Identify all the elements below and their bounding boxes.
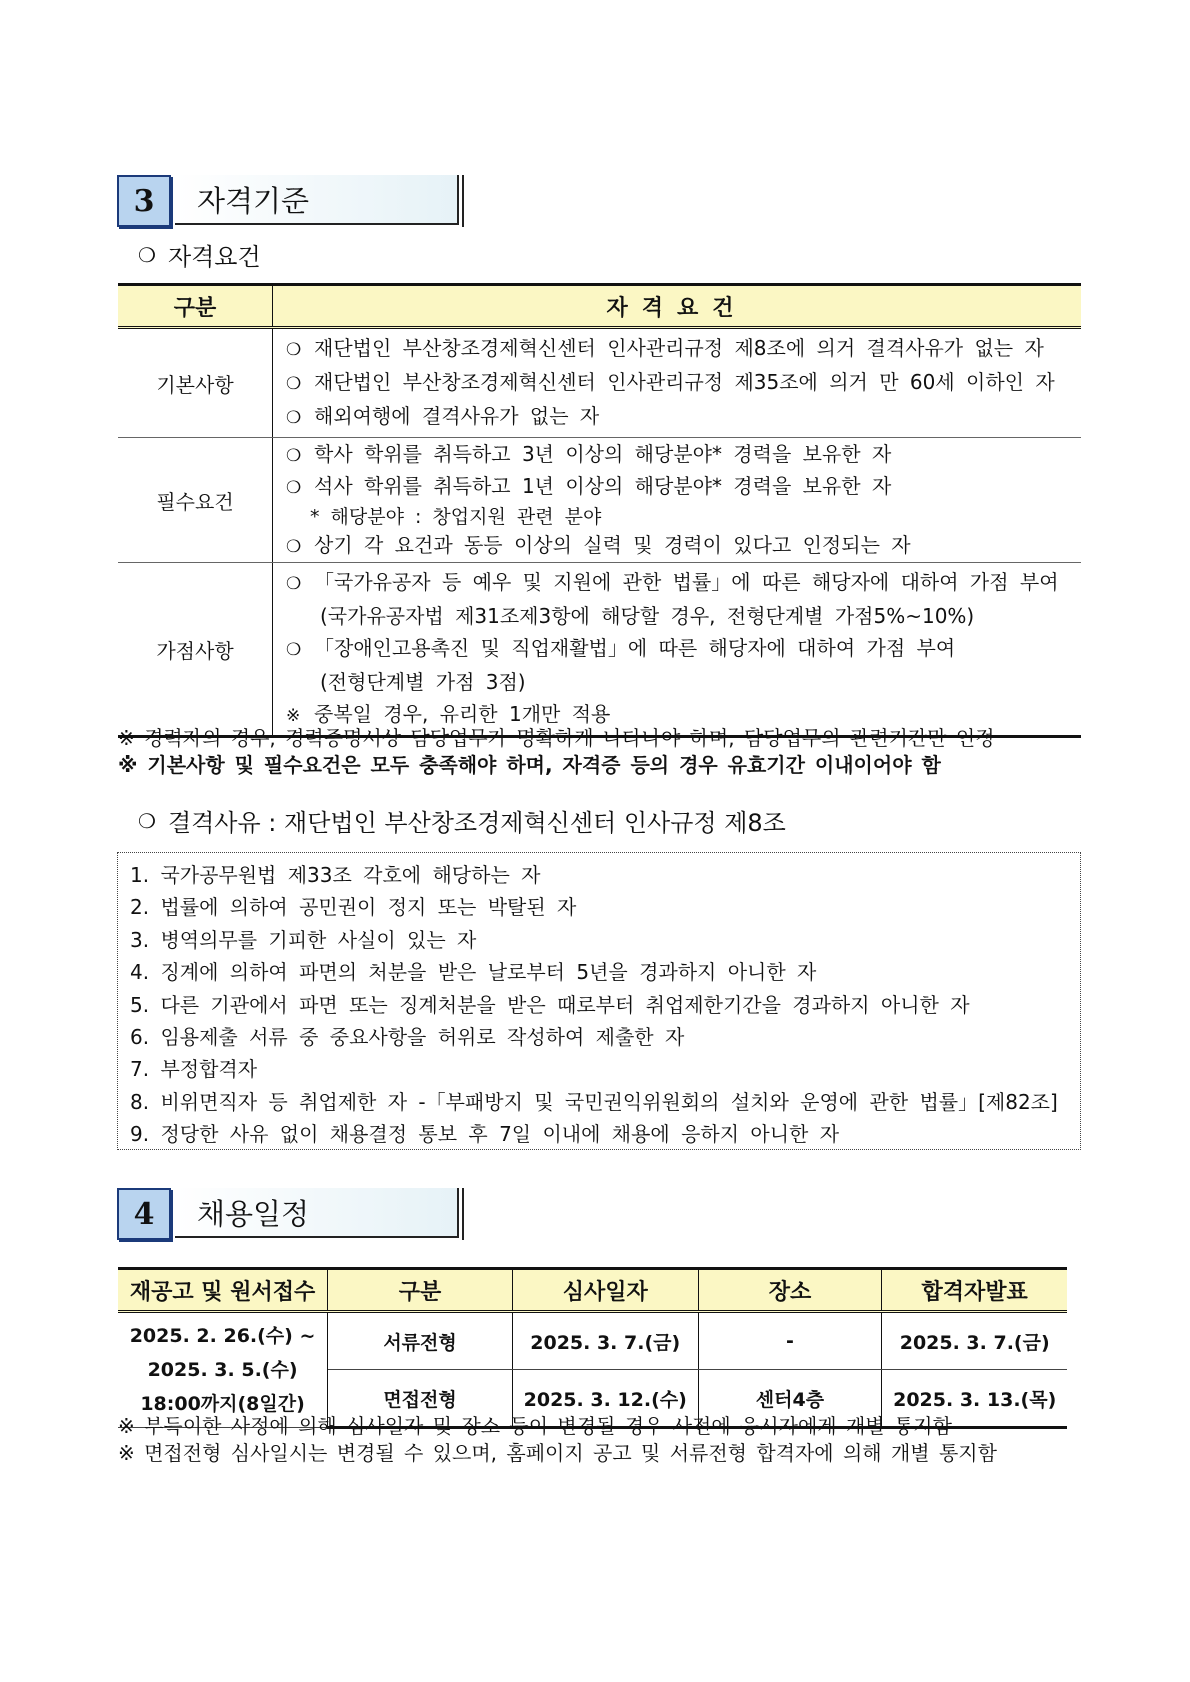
list-item: 4. 징계에 의하여 파면의 처분을 받은 날로부터 5년을 경과하지 아니한 자 — [130, 960, 817, 985]
schedule-type: 면접전형 — [328, 1370, 513, 1428]
circle-bullet-icon: ❍ — [286, 374, 302, 394]
header-category: 구분 — [118, 285, 273, 328]
circle-bullet-icon: ❍ — [286, 574, 302, 594]
schedule-announce: 2025. 3. 13.(목) — [882, 1370, 1067, 1428]
header-announce: 합격자발표 — [882, 1269, 1067, 1312]
application-period-end: 2025. 3. 5.(수) — [147, 1359, 298, 1381]
interview-note: ※ 면접전형 심사일시는 변경될 수 있으며, 홈페이지 공고 및 서류전형 합격자에 의해 개별 통지함 — [118, 1441, 997, 1465]
table-row — [118, 438, 1081, 563]
circle-bullet-icon: ❍ — [286, 340, 302, 360]
list-item: ❍ 학사 학위를 취득하고 3년 이상의 해당분야* 경력을 보유한 자 — [274, 439, 1080, 471]
section3-number: 3 — [117, 175, 171, 227]
circle-bullet-icon: ❍ — [286, 537, 302, 557]
list-item: 1. 국가공무원법 제33조 각호에 해당하는 자 — [130, 863, 541, 887]
schedule-change-note: ※ 부득이한 사정에 의해 심사일자 및 장소 등이 변경될 경우 사전에 응시자에게 개별 통지함 — [118, 1414, 952, 1438]
table-row — [118, 1312, 1067, 1370]
circle-bullet-icon: ❍ — [286, 640, 302, 660]
section3-title: 자격기준 — [175, 175, 459, 225]
table-row — [118, 328, 1081, 438]
schedule-table — [118, 1267, 1067, 1429]
list-item: 7. 부정합격자 — [130, 1057, 258, 1082]
section4-number: 4 — [117, 1188, 171, 1240]
qualification-table — [118, 283, 1081, 738]
circle-bullet-icon: ❍ — [138, 242, 156, 267]
list-item: 6. 임용제출 서류 중 중요사항을 허위로 작성하여 제출한 자 — [130, 1025, 685, 1050]
schedule-type: 서류전형 — [328, 1312, 513, 1370]
list-item: 2. 법률에 의하여 공민권이 정지 또는 박탈된 자 — [130, 895, 577, 920]
list-item-footnote: * 해당분야 : 창업지원 관련 분야 — [310, 506, 602, 528]
disqualification-subtitle-text: 결격사유 : 재단법인 부산창조경제혁신센터 인사규정 제8조 — [167, 809, 786, 837]
list-item: ❍ 상기 각 요건과 동등 이상의 실력 및 경력이 있다고 인정되는 자 — [274, 531, 1080, 561]
list-item: 9. 정당한 사유 없이 채용결정 통보 후 7일 이내에 채용에 응하지 아니한 자 — [130, 1122, 840, 1147]
schedule-place: - — [698, 1312, 882, 1370]
schedule-date: 2025. 3. 12.(수) — [512, 1370, 698, 1428]
schedule-announce: 2025. 3. 7.(금) — [882, 1312, 1067, 1370]
list-item: ❍ 「국가유공자 등 예우 및 지원에 관한 법률」에 따른 해당자에 대하여 가점 부여 — [274, 566, 1080, 600]
section4-title: 채용일정 — [175, 1188, 459, 1238]
list-item: ❍ 해외여행에 결격사유가 없는 자 — [274, 400, 1080, 434]
career-note: ※ 경력자의 경우, 경력증명서상 담당업무가 명확하게 나타나야 하며, 담당업무의 관련기간만 인정 — [118, 726, 995, 750]
schedule-date: 2025. 3. 7.(금) — [512, 1312, 698, 1370]
qualification-subtitle — [138, 237, 261, 272]
schedule-table-header — [118, 1269, 1067, 1312]
circle-bullet-icon: ❍ — [286, 478, 302, 498]
application-period-start: 2025. 2. 26.(수) ~ — [129, 1325, 316, 1347]
application-period-deadline: 18:00까지(8일간) — [140, 1393, 305, 1415]
list-item: ❍ 재단법인 부산창조경제혁신센터 인사관리규정 제35조에 의거 만 60세 이하인 자 — [274, 366, 1080, 400]
list-item: ❍ 「장애인고용촉진 및 직업재활법」에 따른 해당자에 대하여 가점 부여 — [274, 632, 1080, 666]
category-required: 필수요건 — [118, 438, 273, 563]
disqualification-subtitle — [138, 803, 786, 838]
header-place: 장소 — [698, 1269, 882, 1312]
list-item-sub: (전형단계별 가점 3점) — [320, 670, 526, 694]
header-type: 구분 — [328, 1269, 513, 1312]
qualification-subtitle-text: 자격요건 — [167, 243, 261, 271]
list-item: ※ 중복일 경우, 유리한 1개만 적용 — [274, 698, 1080, 732]
category-basic: 기본사항 — [118, 328, 273, 438]
header-requirements: 자격요건 — [273, 285, 1082, 328]
list-item-sub: (국가유공자법 제31조제3항에 해당할 경우, 전형단계별 가점5%~10%) — [320, 604, 975, 628]
circle-bullet-icon: ❍ — [286, 408, 302, 428]
requirement-note: ※ 기본사항 및 필수요건은 모두 충족해야 하며, 자격증 등의 경우 유효기간 이내이어야 함 — [118, 753, 941, 777]
category-bonus: 가점사항 — [118, 563, 273, 737]
table-row — [118, 563, 1081, 737]
header-application: 재공고 및 원서접수 — [118, 1269, 328, 1312]
circle-bullet-icon: ❍ — [138, 808, 156, 833]
schedule-place: 센터4층 — [698, 1370, 882, 1428]
list-item: ❍ 석사 학위를 취득하고 1년 이상의 해당분야* 경력을 보유한 자 — [274, 471, 1080, 503]
requirements-cell — [273, 328, 1082, 438]
header-date: 심사일자 — [512, 1269, 698, 1312]
list-item: ❍ 재단법인 부산창조경제혁신센터 인사관리규정 제8조에 의거 결격사유가 없는 자 — [274, 332, 1080, 366]
requirements-cell — [273, 563, 1082, 737]
qualification-table-header — [118, 285, 1081, 328]
list-item: 5. 다른 기관에서 파면 또는 징계처분을 받은 때로부터 취업제한기간을 경과하지 아니한 자 — [130, 992, 970, 1017]
list-item: 3. 병역의무를 기피한 사실이 있는 자 — [130, 927, 477, 952]
disqualification-box — [117, 852, 1081, 1150]
requirements-cell — [273, 438, 1082, 563]
list-item: 8. 비위면직자 등 취업제한 자 -「부패방지 및 국민권익위원회의 설치와 운영에 관한 법률」[제82조] — [130, 1089, 1058, 1114]
circle-bullet-icon: ❍ — [286, 446, 302, 466]
reference-mark-icon: ※ — [286, 706, 301, 726]
